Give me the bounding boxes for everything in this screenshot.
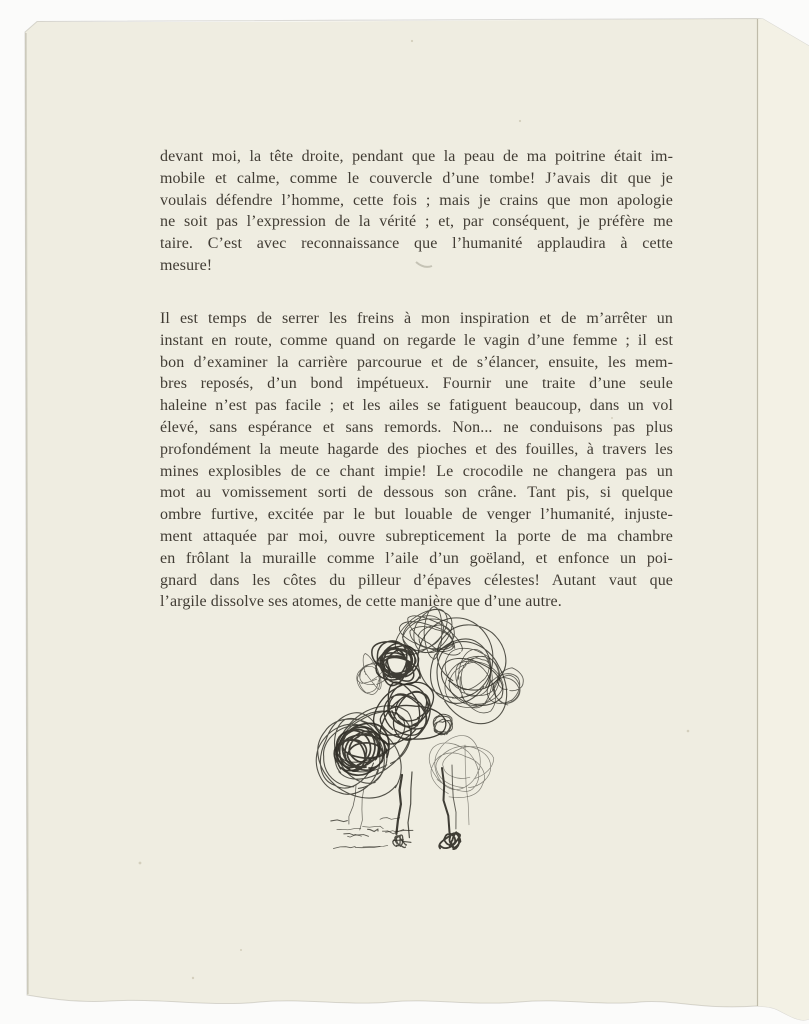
text-line: instant en route, comme quand on regarde le vagin d’une femme ; il est [160, 331, 673, 349]
text-line: en frôlant la muraille comme l’aile d’un goëland, et enfonce un poi- [160, 549, 673, 567]
text-line: voulais défendre l’homme, cette fois ; mais je crains que mon apologie [160, 191, 673, 209]
etching-stroke [439, 832, 460, 849]
etching-stroke [380, 818, 400, 820]
text-line: bon d’examiner la carrière parcourue et de s’élancer, ensuite, les mem- [160, 353, 673, 371]
etching-stroke [429, 736, 493, 798]
paragraph-1 [160, 146, 673, 277]
etching-stroke [442, 768, 450, 832]
text-line: mines explosibles de ce chant impie! Le crocodile ne changera pas un [160, 462, 673, 480]
text-line: bres reposés, d’un bond impétueux. Fournir une traite d’une seule [160, 375, 673, 393]
etching-stroke [408, 772, 412, 838]
etching-stroke [360, 788, 364, 830]
text-line: élevé, sans espérance et sans remords. Non... ne conduisons pas plus [160, 418, 673, 436]
text-line: l’argile dissolve ses atomes, de cette manière que d’une autre. [160, 593, 562, 611]
etching-stroke [333, 847, 355, 849]
etching-stroke [337, 828, 361, 830]
etching-stroke [349, 785, 356, 824]
etching-stroke [363, 845, 388, 847]
etching-stroke [368, 829, 378, 831]
text-line: mobile et calme, comme le couvercle d’une tombe! J’avais dit que je [160, 169, 673, 187]
text-line: ne soit pas l’expression de la vérité ; et, par conséquent, je préfère me [160, 213, 673, 231]
text-line: ment attaquée par moi, ouvre subrepticement la porte de ma chambre [160, 527, 673, 545]
etching-illustration [290, 590, 530, 880]
paper-folded-strip [758, 19, 809, 1020]
text-line: profondément la meute hagarde des pioches et des fouilles, à travers les [160, 440, 673, 458]
text-line: Il est temps de serrer les freins à mon inspiration et de m’arrêter un [160, 310, 673, 327]
text-line: taire. C’est avec reconnaissance que l’humanité applaudira à cette [160, 235, 673, 253]
text-line: ombre furtive, excitée par le but louable de venger l’humanité, injuste- [160, 506, 673, 524]
etching-stroke [363, 826, 384, 829]
text-line: mesure! [160, 256, 213, 274]
text-line: gnard dans les côtes du pilleur d’épaves célestes! Autant vaut que [160, 571, 673, 589]
etching-stroke [396, 830, 413, 831]
etching-stroke [331, 820, 347, 822]
text-line: mot au vomissement sorti de dessous son crâne. Tant pis, si quelque [160, 484, 673, 502]
text-line: devant moi, la tête droite, pendant que la peau de ma poitrine était im- [160, 148, 673, 165]
etching-stroke [344, 834, 369, 837]
text-line: haleine n’est pas facile ; et les ailes se fatiguent beaucoup, dans un vol [160, 397, 673, 415]
paragraph-2 [160, 308, 673, 613]
